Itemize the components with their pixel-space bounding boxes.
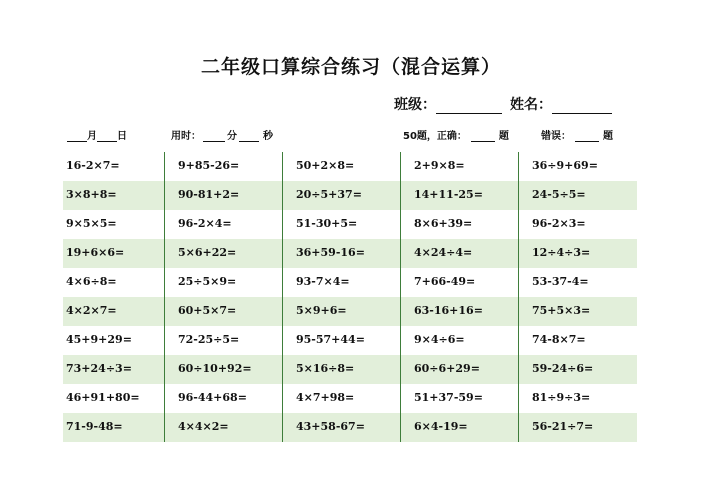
exercise-cell: 46+91+80= bbox=[66, 391, 140, 404]
exercise-grid bbox=[63, 152, 637, 442]
wrong-group bbox=[541, 127, 613, 142]
exercise-cell: 20÷5+37= bbox=[283, 181, 401, 210]
exercise-cell: 73+24÷3= bbox=[66, 362, 132, 375]
exercise-cell: 5×9+6= bbox=[283, 297, 401, 326]
exercise-cell: 7+66-49= bbox=[401, 268, 519, 297]
class-blank[interactable] bbox=[436, 99, 502, 114]
exercise-cell: 24-5÷5= bbox=[519, 181, 637, 210]
exercise-cell: 59-24÷6= bbox=[519, 355, 637, 384]
exercise-cell: 72-25÷5= bbox=[165, 326, 283, 355]
exercise-cell: 74-8×7= bbox=[519, 326, 637, 355]
exercise-cell: 4×24÷4= bbox=[401, 239, 519, 268]
exercise-cell: 95-57+44= bbox=[283, 326, 401, 355]
exercise-cell: 93-7×4= bbox=[283, 268, 401, 297]
info-bar bbox=[0, 127, 702, 143]
name-bar bbox=[394, 94, 612, 114]
exercise-row bbox=[63, 384, 637, 413]
exercise-cell: 53-37-4= bbox=[519, 268, 637, 297]
exercise-cell: 45+9+29= bbox=[66, 333, 132, 346]
exercise-row bbox=[63, 210, 637, 239]
exercise-cell: 9×5×5= bbox=[66, 217, 117, 230]
total-correct-label: 50题，正确： bbox=[403, 131, 467, 142]
minute-label: 分 bbox=[227, 131, 237, 142]
exercise-row bbox=[63, 268, 637, 297]
exercise-cell: 9×4÷6= bbox=[401, 326, 519, 355]
exercise-cell: 63-16+16= bbox=[401, 297, 519, 326]
exercise-row bbox=[63, 152, 637, 181]
exercise-cell: 60÷6+29= bbox=[401, 355, 519, 384]
exercise-cell: 19+6×6= bbox=[66, 246, 125, 259]
exercise-cell: 96-2×4= bbox=[165, 210, 283, 239]
exercise-cell: 4×2×7= bbox=[66, 304, 117, 317]
exercise-cell: 43+58-67= bbox=[283, 413, 401, 442]
name-blank[interactable] bbox=[552, 99, 612, 114]
exercise-row bbox=[63, 239, 637, 268]
exercise-cell: 96-2×3= bbox=[519, 210, 637, 239]
date-group bbox=[67, 127, 127, 142]
month-label: 月 bbox=[87, 131, 97, 142]
time-label: 用时： bbox=[171, 131, 201, 142]
exercise-row bbox=[63, 326, 637, 355]
month-blank[interactable] bbox=[67, 130, 87, 142]
exercise-cell: 56-21÷7= bbox=[519, 413, 637, 442]
exercise-row bbox=[63, 297, 637, 326]
exercise-cell: 81÷9÷3= bbox=[519, 384, 637, 413]
exercise-cell: 25÷5×9= bbox=[165, 268, 283, 297]
exercise-cell: 16-2×7= bbox=[66, 159, 120, 172]
exercise-cell: 36+59-16= bbox=[283, 239, 401, 268]
minute-blank[interactable] bbox=[203, 130, 225, 142]
exercise-cell: 4×7+98= bbox=[283, 384, 401, 413]
exercise-row bbox=[63, 355, 637, 384]
exercise-cell: 9+85-26= bbox=[165, 152, 283, 181]
exercise-cell: 4×6÷8= bbox=[66, 275, 117, 288]
class-label: 班级： bbox=[394, 97, 436, 113]
exercise-row bbox=[63, 413, 637, 442]
second-blank[interactable] bbox=[239, 130, 259, 142]
exercise-cell: 36÷9+69= bbox=[519, 152, 637, 181]
correct-unit: 题 bbox=[498, 131, 509, 142]
exercise-cell: 14+11-25= bbox=[401, 181, 519, 210]
exercise-cell: 50+2×8= bbox=[283, 152, 401, 181]
exercise-cell: 60÷10+92= bbox=[165, 355, 283, 384]
exercise-cell: 4×4×2= bbox=[165, 413, 283, 442]
exercise-cell: 6×4-19= bbox=[401, 413, 519, 442]
exercise-cell: 51-30+5= bbox=[283, 210, 401, 239]
page-title: 二年级口算综合练习（混合运算） bbox=[200, 56, 501, 78]
exercise-cell: 3×8+8= bbox=[66, 188, 117, 201]
exercise-cell: 8×6+39= bbox=[401, 210, 519, 239]
exercise-cell: 71-9-48= bbox=[66, 420, 123, 433]
day-blank[interactable] bbox=[97, 130, 117, 142]
name-label: 姓名： bbox=[510, 97, 552, 113]
correct-blank[interactable] bbox=[471, 130, 495, 142]
day-label: 日 bbox=[117, 131, 127, 142]
exercise-cell: 5×6+22= bbox=[165, 239, 283, 268]
exercise-cell: 75+5×3= bbox=[519, 297, 637, 326]
wrong-unit: 题 bbox=[603, 131, 613, 142]
exercise-cell: 60+5×7= bbox=[165, 297, 283, 326]
exercise-cell: 51+37-59= bbox=[401, 384, 519, 413]
time-group bbox=[171, 127, 273, 142]
exercise-cell: 96-44+68= bbox=[165, 384, 283, 413]
score-group bbox=[403, 127, 509, 142]
exercise-cell: 2+9×8= bbox=[401, 152, 519, 181]
exercise-cell: 5×16÷8= bbox=[283, 355, 401, 384]
wrong-label: 错误： bbox=[541, 131, 571, 142]
exercise-cell: 90-81+2= bbox=[165, 181, 283, 210]
exercise-row bbox=[63, 181, 637, 210]
exercise-cell: 12÷4÷3= bbox=[519, 239, 637, 268]
wrong-blank[interactable] bbox=[575, 130, 599, 142]
second-label: 秒 bbox=[263, 131, 273, 142]
